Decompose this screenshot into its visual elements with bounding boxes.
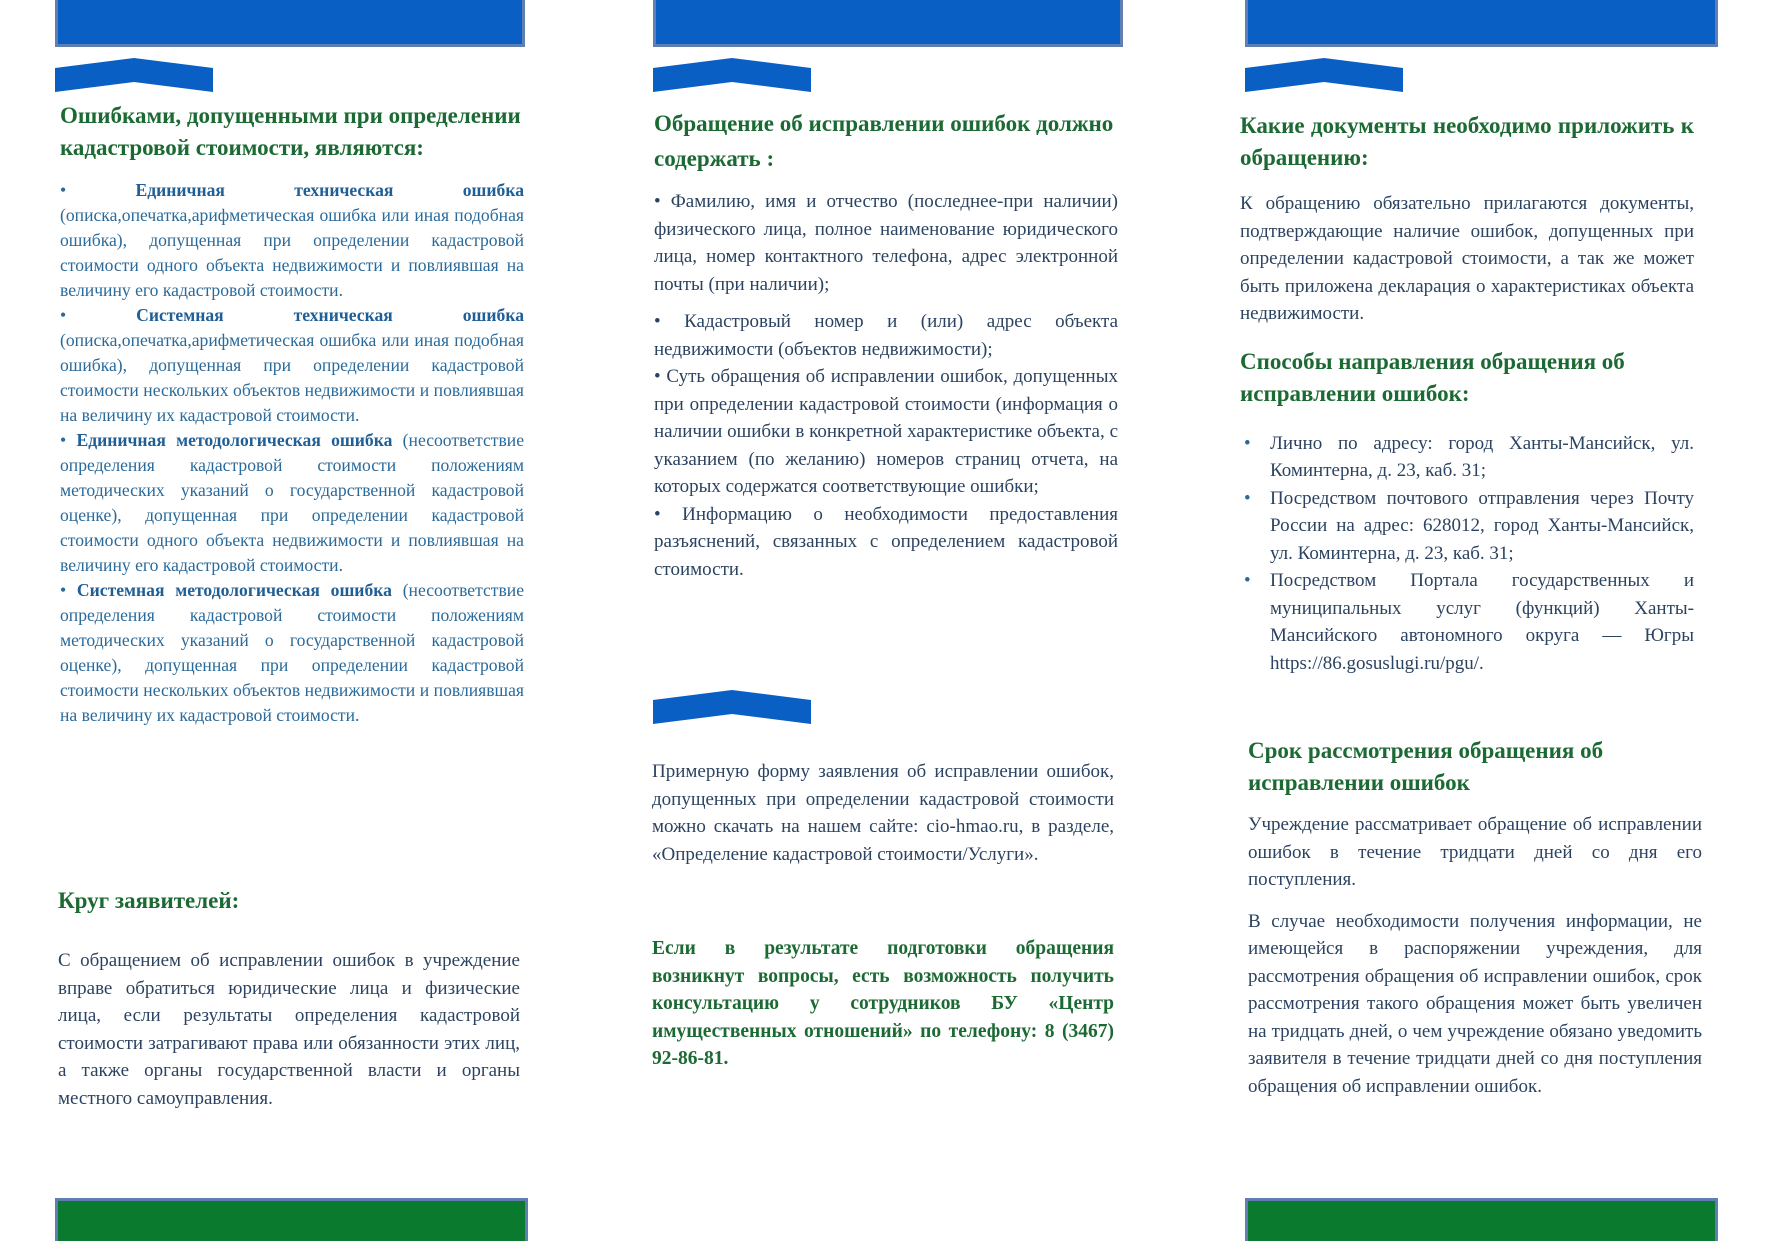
list-item: • Системная методологическая ошибка (несоответствие определения кадастровой стоимости положениям методических указаний о государственной кадастровой оценке), допущенная при определении кадастровой стоимости нескольких объектов недвижимости и повлиявшая на величину их кадастровой стоимости. [60, 580, 525, 725]
column-errors [60, 100, 524, 728]
chevron-icon [55, 58, 213, 92]
top-bar-col1 [55, 0, 525, 47]
ways-heading: Способы направления обращения об исправлении ошибок: [1240, 348, 1625, 406]
chevron-icon [653, 58, 811, 92]
item-text: (описка,опечатка,арифметическая ошибка или иная подобная ошибка), допущенная при определении кадастровой стоимости нескольких объектов недвижимости и повлиявшая на величину их кадастровой стоимости. [60, 330, 524, 425]
column-documents [1240, 110, 1694, 677]
chevron-icon [1245, 58, 1403, 92]
list-item: • Единичная техническая ошибка (описка,опечатка,арифметическая ошибка или иная подобная ошибка), допущенная при определении кадастровой стоимости одного объекта недвижимости и повлиявшая на величину его кадастровой стоимости. [60, 180, 524, 300]
errors-heading: Ошибками, допущенными при определении кадастровой стоимости, являются: [60, 103, 521, 160]
list-item: • Фамилию, имя и отчество (последнее-при наличии) физического лица, полное наименование юридического лица, номер контактного телефона, адрес электронной почты (при наличии); [654, 191, 1118, 295]
list-item: • Кадастровый номер и (или) адрес объекта недвижимости (объектов недвижимости); [654, 311, 1119, 360]
list-item: • Посредством Портала государственных и муниципальных услуг (функций) Ханты-Мансийского автономного округа — Югры https://86.gosuslugi.ru/pgu/. [1244, 570, 1694, 674]
contact-text: Если в результате подготовки обращения возникнут вопросы, есть возможность получить консультацию у сотрудников БУ «Центр имущественных отношений» по телефону: 8 (3467) 92-86-81. [652, 938, 1114, 1069]
top-bar-col3 [1245, 0, 1718, 47]
list-item: • Единичная методологическая ошибка (несоответствие определения кадастровой стоимости положениям методических указаний о государственной кадастровой оценке), допущенная при определении кадастровой стоимости одного объекта недвижимости и повлиявшая на величину его кадастровой стоимости. [60, 430, 524, 575]
item-title: Единичная техническая ошибка [135, 180, 524, 200]
request-heading: Обращение об исправлении ошибок должно содержать : [654, 111, 1114, 171]
list-item: • Лично по адресу: город Ханты-Мансийск, ул. Коминтерна, д. 23, каб. 31; [1244, 432, 1694, 481]
item-title: Системная методологическая ошибка [76, 580, 392, 600]
docs-heading: Какие документы необходимо приложить к обращению: [1240, 113, 1694, 170]
list-item: • Посредством почтового отправления через Почту России на адрес: 628012, город Ханты-Мансийск, ул. Коминтерна, д. 23, каб. 31; [1244, 487, 1694, 564]
list-item: • Суть обращения об исправлении ошибок, допущенных при определении кадастровой стоимости (информация о наличии ошибки в конкретной характеристике объекта, с указанием (по желанию) номеров страниц отчета, на которых содержатся соответствующие ошибки; [654, 366, 1118, 497]
item-text: (несоответствие определения кадастровой стоимости положениям методических указаний о государственной кадастровой оценке), допущенная при определении кадастровой стоимости одного объекта недвижимости и повлиявшая на величину его кадастровой стоимости. [60, 430, 524, 575]
applicants-heading: Круг заявителей: [58, 888, 240, 913]
item-text: (несоответствие определения кадастровой стоимости положениям методических указаний о государственной кадастровой оценке), допущенная при определении кадастровой стоимости нескольких объектов недвижимости и повлиявшая на величину их кадастровой стоимости. [60, 580, 525, 725]
term-heading: Срок рассмотрения обращения об исправлении ошибок [1248, 738, 1604, 795]
column-term [1248, 735, 1702, 1100]
docs-text: К обращению обязательно прилагаются документы, подтверждающие наличие ошибок, допущенных при определении кадастровой стоимости, а так же может быть приложена декларация о характеристиках объекта недвижимости. [1240, 193, 1694, 324]
bottom-bar-col3 [1245, 1198, 1718, 1241]
term-text-2: В случае необходимости получения информации, не имеющейся в распоряжении учреждения, для рассмотрения обращения об исправлении ошибок, срок рассмотрения такого обращения может быть увеличен на тридцать дней, о чем учреждение обязано уведомить заявителя в течение тридцати дней со дня поступления обращения об исправлении ошибок. [1248, 910, 1702, 1097]
term-text-1: Учреждение рассматривает обращение об исправлении ошибок в течение тридцати дней со дня его поступления. [1248, 814, 1702, 890]
list-item: • Информацию о необходимости предоставления разъяснений, связанных с определением кадастровой стоимости. [654, 503, 1118, 580]
column-request-content [654, 106, 1118, 583]
bottom-bar-col1 [55, 1198, 528, 1241]
list-item: • Системная техническая ошибка (описка,опечатка,арифметическая ошибка или иная подобная ошибка), допущенная при определении кадастровой стоимости нескольких объектов недвижимости и повлиявшая на величину их кадастровой стоимости. [60, 305, 524, 425]
applicants-text: С обращением об исправлении ошибок в учреждение вправе обратиться юридические лица и физические лица, если результаты определения кадастровой стоимости затрагивают права или обязанности этих лиц, а также органы государственной власти и органы местного самоуправления. [58, 950, 520, 1109]
item-title: Единичная методологическая ошибка [76, 430, 393, 450]
chevron-icon [653, 690, 811, 724]
ways-list [1240, 430, 1694, 678]
column-form [652, 758, 1114, 1073]
form-text: Примерную форму заявления об исправлении ошибок, допущенных при определении кадастровой стоимости можно скачать на нашем сайте: cio-hmao.ru, в разделе, «Определение кадастровой стоимости/Услуги». [652, 761, 1114, 865]
top-bar-col2 [653, 0, 1123, 47]
item-text: (описка,опечатка,арифметическая ошибка или иная подобная ошибка), допущенная при определении кадастровой стоимости одного объекта недвижимости и повлиявшая на величину его кадастровой стоимости. [60, 205, 524, 300]
item-title: Системная техническая ошибка [136, 305, 524, 325]
column-applicants [58, 885, 520, 1112]
